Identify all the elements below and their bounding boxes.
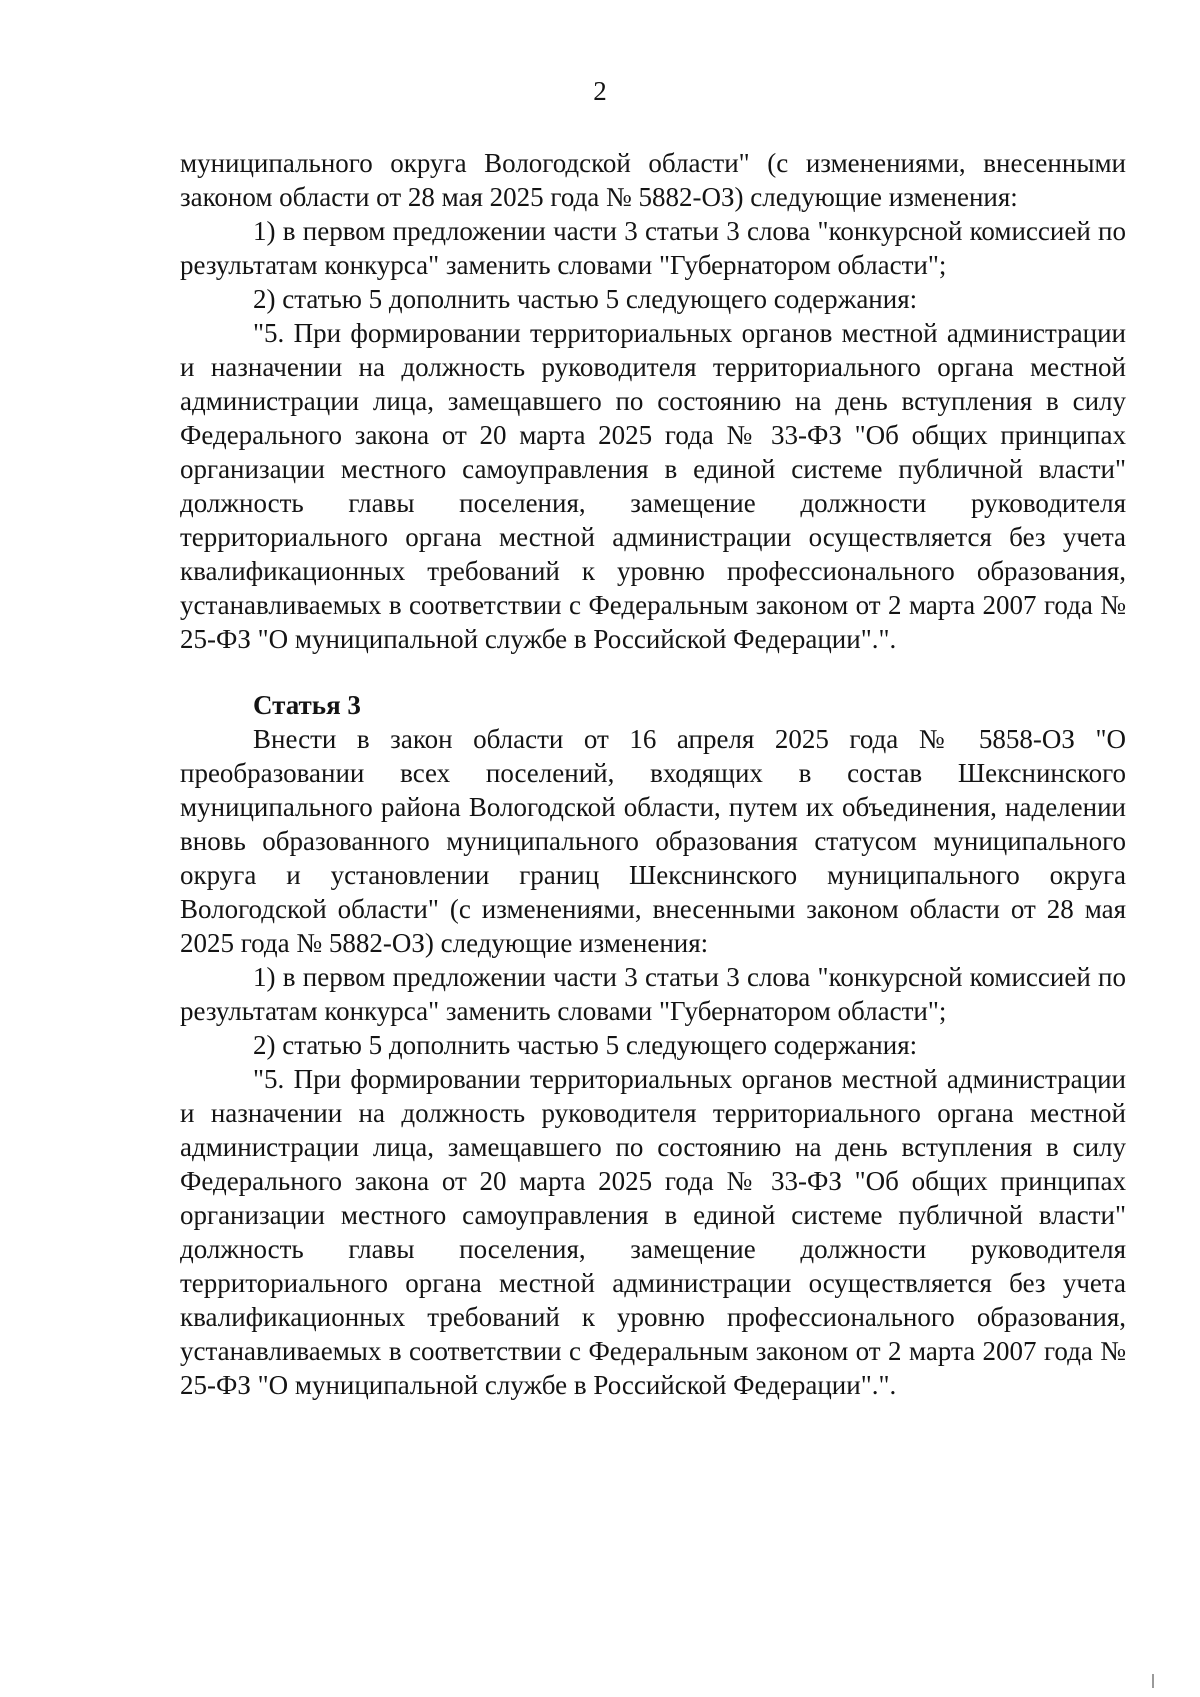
amendment-item-2: 2) статью 5 дополнить частью 5 следующего содержания: <box>253 284 918 314</box>
paragraph-continuation: муниципального округа Вологодской области" (с изменениями, внесенными законом области от 28 мая 2025 года № 5882-ОЗ) следующие изменения: <box>180 148 1126 212</box>
article-amendment-item-2: 2) статью 5 дополнить частью 5 следующего содержания: <box>253 1030 918 1060</box>
document-body <box>180 146 1126 1402</box>
article-amendment-item-1: 1) в первом предложении части 3 статьи 3 слова "конкурсной комиссией по результатам конкурса" заменить словами "Губернатором области"; <box>180 962 1126 1026</box>
scan-artifact <box>1152 1674 1154 1688</box>
amendment-item-1: 1) в первом предложении части 3 статьи 3 слова "конкурсной комиссией по результатам конкурса" заменить словами "Губернатором области"; <box>180 216 1126 280</box>
page-number: 2 <box>593 76 607 106</box>
article-intro-paragraph: Внести в закон области от 16 апреля 2025 года № 5858-ОЗ "О преобразовании всех поселений, входящих в состав Шекснинского муниципального района Вологодской области, путем их объединения, наделении вновь образованного муниципального образования статусом муниципального округа и установлении границ Шекснинского муниципального округа Вологодской области" (с изменениями, внесенными законом области от 28 мая 2025 года № 5882-ОЗ) следующие изменения: <box>180 724 1126 958</box>
article-amendment-quote: "5. При формировании территориальных органов местной администрации и назначении на должность руководителя территориального органа местной администрации лица, замещавшего по состоянию на день вступления в силу Федерального закона от 20 марта 2025 года № 33-ФЗ "Об общих принципах организации местного самоуправления в единой системе публичной власти" должность главы поселения, замещение должности руководителя территориального органа местной администрации осуществляется без учета квалификационных требований к уровню профессионального образования, устанавливаемых в соответствии с Федеральным законом от 2 марта 2007 года № 25-ФЗ "О муниципальной службе в Российской Федерации".". <box>180 1064 1126 1400</box>
amendment-quote: "5. При формировании территориальных органов местной администрации и назначении на должность руководителя территориального органа местной администрации лица, замещавшего по состоянию на день вступления в силу Федерального закона от 20 марта 2025 года № 33-ФЗ "Об общих принципах организации местного самоуправления в единой системе публичной власти" должность главы поселения, замещение должности руководителя территориального органа местной администрации осуществляется без учета квалификационных требований к уровню профессионального образования, устанавливаемых в соответствии с Федеральным законом от 2 марта 2007 года № 25-ФЗ "О муниципальной службе в Российской Федерации".". <box>180 318 1126 654</box>
article-heading: Статья 3 <box>253 690 361 720</box>
